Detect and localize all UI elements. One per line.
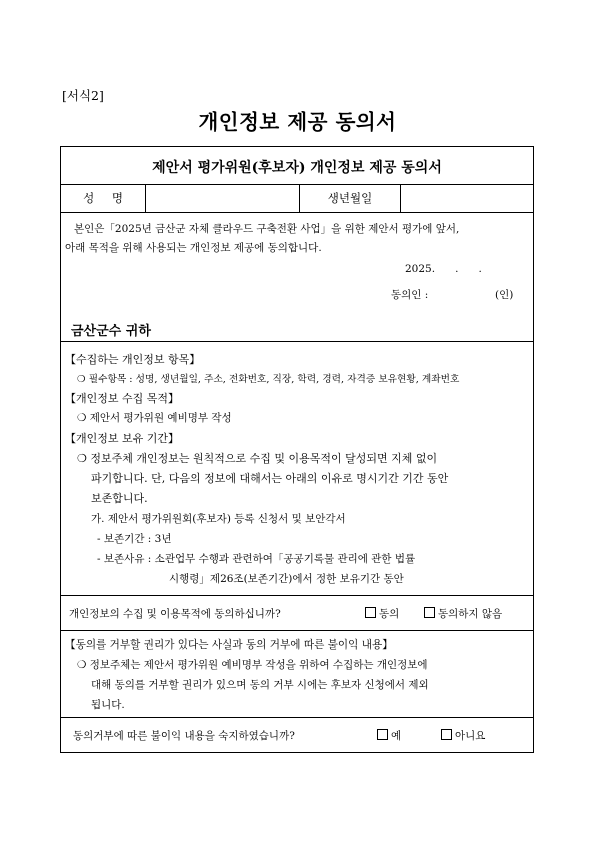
refusal-line-2: 대해 동의를 거부할 권리가 있으며 동의 거부 시에는 후보자 신청에서 제외 (91, 679, 429, 691)
retention-line-3: 보존합니다. (91, 492, 148, 505)
consent-line-1: 본인은「2025년 금산군 자체 클라우드 구축전환 사업」을 위한 제안서 평가에 앞서, (74, 223, 460, 235)
consent-line-2: 아래 목적을 위해 사용되는 개인정보 제공에 동의합니다. (65, 242, 322, 254)
name-field[interactable] (146, 185, 300, 212)
document-title: 개인정보 제공 동의서 (198, 110, 397, 134)
addressee: 금산군수 귀하 (71, 324, 151, 339)
purpose-heading: 【개인정보 수집 목적】 (65, 392, 180, 405)
retention-line-2: 파기합니다. 단, 다음의 정보에 대해서는 아래의 이유로 명시기간 기간 동안 (91, 472, 449, 485)
ack-no-label: 아니요 (455, 730, 486, 742)
retention-subitem: 가. 제안서 평가위원회(후보자) 등록 신청서 및 보안각서 (91, 513, 346, 525)
identity-row (61, 185, 533, 213)
agree-no-checkbox[interactable] (424, 607, 435, 618)
agree-question: 개인정보의 수집 및 이용목적에 동의하십니까? (69, 608, 281, 620)
signer-label: 동의인 : (391, 289, 429, 301)
agree-yes-label: 동의 (379, 608, 400, 620)
ack-question: 동의거부에 따른 불이익 내용을 숙지하였습니까? (73, 730, 295, 742)
name-label-cell (61, 185, 146, 212)
refusal-line-1: ❍ 정보주체는 제안서 평가위원 예비명부 작성을 위하여 수집하는 개인정보에 (77, 659, 428, 671)
retention-period: - 보존기간 : 3년 (97, 533, 172, 545)
agree-question-row (61, 596, 533, 631)
collected-items-bullet: ❍ 필수항목 : 성명, 생년월일, 주소, 전화번호, 직장, 학력, 경력, 자격증 보유현황, 계좌번호 (77, 374, 460, 385)
retention-reason-1: - 보존사유 : 소관업무 수행과 관련하여「공공기록물 관리에 관한 법률 (97, 553, 416, 565)
birth-field[interactable] (401, 185, 533, 212)
birth-label: 생년월일 (327, 191, 373, 205)
retention-line-1: ❍ 정보주체 개인정보는 원칙적으로 수집 및 이용목적이 달성되면 지체 없이 (77, 452, 438, 465)
ack-question-row (61, 718, 533, 752)
refusal-line-3: 됩니다. (91, 699, 125, 711)
name-label: 성 명 (83, 191, 123, 205)
ack-no-checkbox[interactable] (441, 729, 452, 740)
agree-yes-checkbox[interactable] (365, 607, 376, 618)
agree-option-yes[interactable] (365, 606, 399, 621)
consent-date: 2025. . . (405, 263, 482, 275)
collected-items-heading: 【수집하는 개인정보 항목】 (65, 353, 201, 366)
retention-reason-2: 시행령」제26조(보존기간)에서 정한 보유기간 동안 (169, 573, 404, 585)
details-section (61, 342, 533, 596)
form-title-row (61, 147, 533, 185)
form-code: [서식2] (62, 88, 104, 103)
ack-yes-checkbox[interactable] (377, 729, 388, 740)
birth-label-cell (300, 185, 401, 212)
ack-option-no[interactable] (441, 728, 485, 743)
refusal-section (61, 631, 533, 718)
purpose-bullet: ❍ 제안서 평가위원 예비명부 작성 (77, 412, 232, 424)
ack-yes-label: 예 (391, 730, 402, 742)
consent-form (60, 146, 534, 753)
agree-no-label: 동의하지 않음 (438, 608, 503, 620)
consent-statement-section (61, 213, 533, 342)
agree-option-no[interactable] (424, 606, 502, 621)
ack-option-yes[interactable] (377, 728, 401, 743)
form-title: 제안서 평가위원(후보자) 개인정보 제공 동의서 (152, 160, 442, 176)
retention-heading: 【개인정보 보유 기간】 (65, 432, 180, 445)
seal-mark: (인) (495, 289, 514, 301)
refusal-heading: 【동의를 거부할 권리가 있다는 사실과 동의 거부에 따른 불이익 내용】 (65, 639, 393, 651)
